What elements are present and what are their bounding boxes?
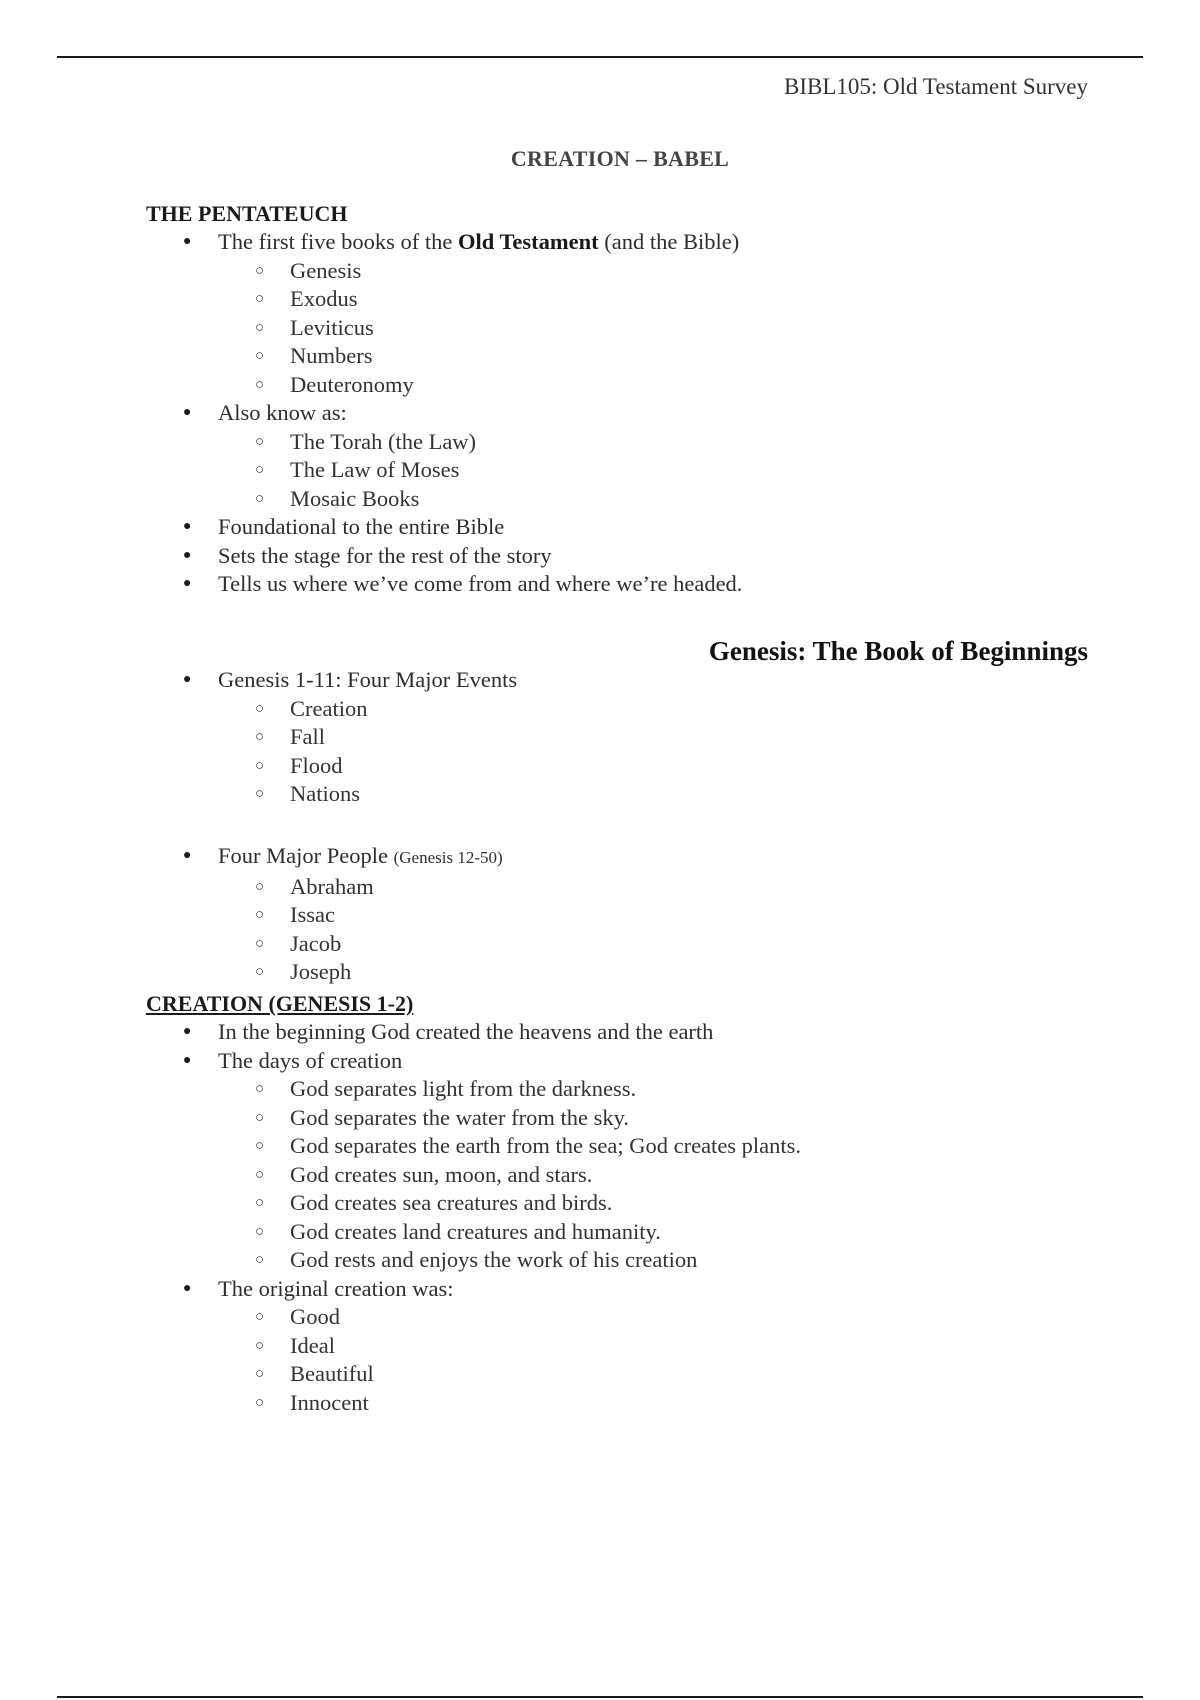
list-item: ○ God creates land creatures and humanity. <box>0 1218 801 1247</box>
course-header: BIBL105: Old Testament Survey <box>784 74 1088 99</box>
pentateuch-list <box>0 228 742 599</box>
section-heading-creation: CREATION (GENESIS 1-2) <box>146 991 414 1016</box>
list-item: ● The days of creation <box>0 1047 801 1076</box>
list-item: ○ God rests and enjoys the work of his creation <box>0 1246 801 1275</box>
list-item: ○ Mosaic Books <box>0 485 742 514</box>
list-item: ○ Leviticus <box>0 314 742 343</box>
list-item: ○ Innocent <box>0 1389 801 1418</box>
list-item: ○ Good <box>0 1303 801 1332</box>
list-item: ● Also know as: <box>0 399 742 428</box>
section-heading-pentateuch: THE PENTATEUCH <box>146 201 348 226</box>
list-item: ○ Numbers <box>0 342 742 371</box>
list-item: ○ Fall <box>0 723 517 752</box>
scripture-reference: (Genesis 12-50) <box>393 848 503 867</box>
document-title: CREATION – BABEL <box>510 146 730 171</box>
list-item: ● Genesis 1-11: Four Major Events <box>0 666 517 695</box>
list-item: ○ Abraham <box>0 873 503 902</box>
list-item: ● The first five books of the Old Testament (and the Bible) <box>0 228 742 257</box>
list-item: ○ Exodus <box>0 285 742 314</box>
list-item: ○ Flood <box>0 752 517 781</box>
list-item: ○ Jacob <box>0 930 503 959</box>
list-item: ○ Genesis <box>0 257 742 286</box>
list-item: ○ Ideal <box>0 1332 801 1361</box>
list-item: ● The original creation was: <box>0 1275 801 1304</box>
list-item: ○ Nations <box>0 780 517 809</box>
genesis-events-list <box>0 666 517 809</box>
list-item: ○ Issac <box>0 901 503 930</box>
list-item: ○ God creates sea creatures and birds. <box>0 1189 801 1218</box>
list-item: ○ God separates the water from the sky. <box>0 1104 801 1133</box>
list-item: ● In the beginning God created the heavens and the earth <box>0 1018 801 1047</box>
list-item: ○ The Torah (the Law) <box>0 428 742 457</box>
top-rule <box>57 56 1143 58</box>
emphasis-old-testament: Old Testament <box>457 229 599 254</box>
list-item: ● Foundational to the entire Bible <box>0 513 742 542</box>
list-item: ○ God creates sun, moon, and stars. <box>0 1161 801 1190</box>
list-item: ○ Deuteronomy <box>0 371 742 400</box>
list-item: ○ Creation <box>0 695 517 724</box>
genesis-heading: Genesis: The Book of Beginnings <box>708 636 1088 666</box>
list-item: ○ God separates light from the darkness. <box>0 1075 801 1104</box>
list-item: ● Four Major People (Genesis 12-50) <box>0 842 503 873</box>
list-item: ● Sets the stage for the rest of the story <box>0 542 742 571</box>
list-item: ○ Beautiful <box>0 1360 801 1389</box>
genesis-people-list <box>0 842 503 987</box>
list-item: ○ The Law of Moses <box>0 456 742 485</box>
bottom-rule <box>57 1696 1143 1698</box>
list-item: ○ Joseph <box>0 958 503 987</box>
list-item: ○ God separates the earth from the sea; God creates plants. <box>0 1132 801 1161</box>
creation-list <box>0 1018 801 1417</box>
list-item: ● Tells us where we’ve come from and where we’re headed. <box>0 570 742 599</box>
